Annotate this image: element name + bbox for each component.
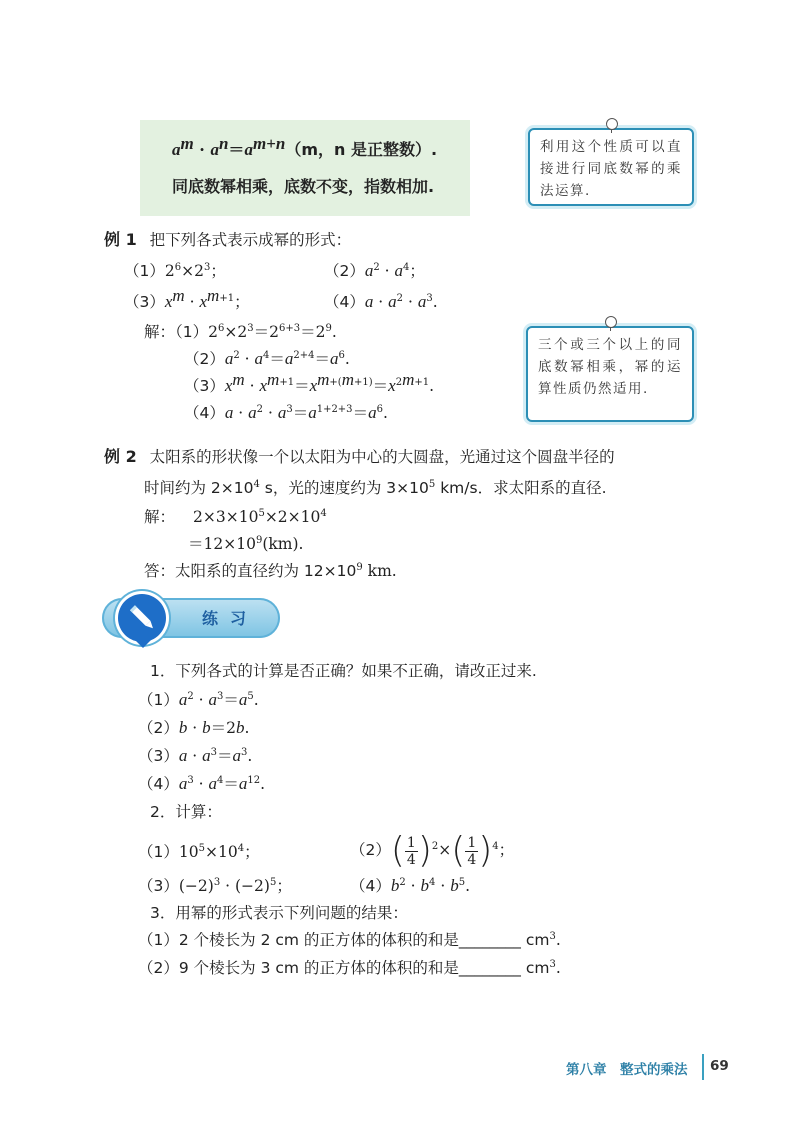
practice-q2-item-2: （2）( $\frac{1}{4}$ )$^2$×( $\frac{1}{4}$ )$^4$； — [350, 830, 515, 871]
footer-chapter: 第八章 整式的乘法 — [566, 1062, 688, 1078]
example-1-solution-3: $(3)x^m \cdot x^{m+1}=x^{m+(m+1)}=x^{2m+1}$. — [184, 370, 435, 395]
example-1-header — [104, 230, 351, 250]
side-note-2-text: 三个或三个以上的同底数幂相乘，幂的运算性质仍然适用. — [538, 337, 682, 397]
example-1-label: 例 1 — [104, 230, 137, 249]
example-1-q3: $(3)x^m \cdot x^{m+1}$； — [124, 286, 250, 311]
example-2-calc-1: 解： $2\times 3\times 10^5\times 2\times 10^4$ — [144, 508, 327, 526]
practice-q3-item-2: （2）9 个棱长为 3 cm 的正方体的体积的和是________ $cm^3$. — [138, 959, 561, 977]
example-2-line-1: 例 2 太阳系的形状像一个以太阳为中心的大圆盘，光通过这个圆盘半径的 — [104, 447, 615, 466]
example-1-solution-4: $(4)a \cdot a^2 \cdot a^3=a^{1+2+3}=a^6$. — [184, 403, 388, 422]
footer-divider — [702, 1054, 704, 1080]
practice-label: 练习 — [201, 609, 258, 628]
practice-q3-title: 3．用幂的形式表示下列问题的结果： — [150, 904, 408, 922]
practice-q1-item-2: （2）b · b＝2b. — [138, 718, 250, 737]
rule-formula: $a^m \cdot a^n=a^{m+n}(m$，n 是正整数）. — [172, 134, 438, 159]
example-1-solution-2: $(2)a^2 \cdot a^4=a^{2+4}=a^6$. — [184, 349, 350, 368]
example-2-label: 例 2 — [104, 447, 137, 466]
practice-q1-item-1: $(1)a^2 \cdot a^3=a^5$. — [138, 690, 259, 709]
page-number: 69 — [710, 1058, 729, 1074]
practice-q2-item-3: $(3)(-2)^3 \cdot (-2)^5$； — [138, 877, 292, 895]
practice-q1-title: 1．下列各式的计算是否正确？如果不正确，请改正过来. — [150, 662, 537, 680]
side-note-1-text: 利用这个性质可以直接进行同底数幂的乘法运算. — [540, 139, 682, 199]
example-1-prompt: 把下列各式表示成幂的形式： — [149, 231, 352, 249]
pin-icon — [605, 316, 617, 328]
example-1-q4: $(4)a \cdot a^2 \cdot a^3$. — [324, 292, 438, 311]
example-2-answer: 答：太阳系的直径约为 $12\times 10^9$ km. — [144, 562, 397, 580]
practice-q2-item-4: $(4)b^2 \cdot b^4 \cdot b^5$. — [350, 876, 470, 895]
practice-q3-item-1: （1）2 个棱长为 2 cm 的正方体的体积的和是________ $cm^3$. — [138, 931, 561, 949]
practice-q2-item-1: $(1)10^5\times 10^4$； — [138, 843, 260, 861]
rule-statement: 同底数幂相乘，底数不变，指数相加. — [172, 177, 435, 196]
side-note-1 — [528, 128, 694, 206]
example-1-q2: $(2)a^2 \cdot a^4$； — [324, 261, 425, 280]
rule-box — [140, 120, 470, 216]
pencil-icon — [118, 594, 166, 642]
example-1-q1: $(1)2^6\times 2^3$； — [124, 262, 226, 280]
example-2-calc-2: $=12\times 10^9(km)$. — [188, 535, 304, 553]
pin-icon — [606, 118, 618, 130]
practice-q2-title: 2．计算： — [150, 803, 222, 821]
example-1-solution-1: 解：$(1)2^6\times 2^3=2^{6+3}=2^9$. — [144, 323, 337, 341]
side-note-2 — [526, 326, 694, 422]
practice-q1-item-3: $(3)a \cdot a^3=a^3$. — [138, 746, 253, 765]
practice-q1-item-4: $(4)a^3 \cdot a^4=a^{12}$. — [138, 774, 266, 793]
example-2-line-2: 时间约为 $2\times 10^4$ s，光的速度约为 $3\times 10^5$ km/s．求太阳系的直径. — [144, 479, 607, 497]
